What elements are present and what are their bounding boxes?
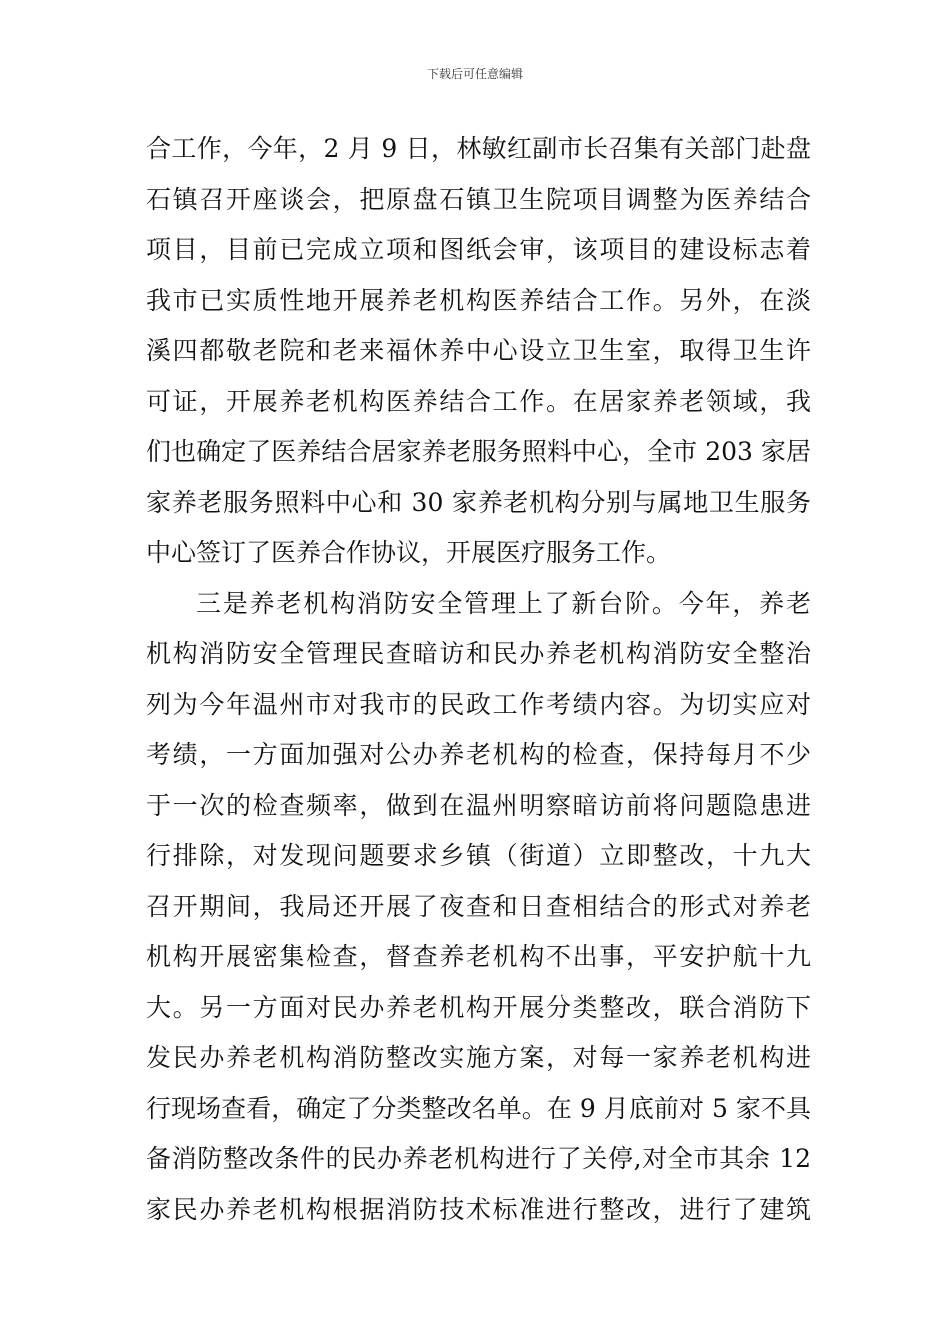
text-line: 项目，目前已完成立项和图纸会审，该项目的建设标志着: [146, 235, 811, 264]
paragraph: [146, 124, 811, 579]
paragraph: [146, 579, 811, 1236]
text-line: 于一次的检查频率，做到在温州明察暗访前将问题隐患进: [146, 790, 811, 820]
text-line: 考绩，一方面加强对公办养老机构的检查，保持每月不少: [146, 740, 811, 769]
text-line: 发民办养老机构消防整改实施方案，对每一家养老机构进: [146, 1043, 811, 1072]
text-line: 机构消防安全管理民查暗访和民办养老机构消防安全整治: [146, 639, 811, 668]
text-line: 溪四都敬老院和老来福休养中心设立卫生室，取得卫生许: [146, 336, 811, 365]
text-line: 们也确定了医养结合居家养老服务照料中心，全市 203 家居: [146, 437, 811, 466]
text-line: 召开期间，我局还开展了夜查和日查相结合的形式对养老: [146, 891, 811, 921]
text-line: 备消防整改条件的民办养老机构进行了关停,对全市其余 12: [146, 1144, 811, 1173]
text-line: 可证，开展养老机构医养结合工作。在居家养老领域，我: [146, 386, 811, 416]
page-header: 下载后可任意编辑: [426, 67, 523, 81]
text-line: 列为今年温州市对我市的民政工作考绩内容。为切实应对: [146, 689, 811, 719]
text-line: 石镇召开座谈会，把原盘石镇卫生院项目调整为医养结合: [146, 184, 811, 214]
text-line: 我市已实质性地开展养老机构医养结合工作。另外，在淡: [146, 285, 811, 315]
text-line: 家养老服务照料中心和 30 家养老机构分别与属地卫生服务: [146, 487, 811, 517]
text-line: 行排除，对发现问题要求乡镇（街道）立即整改，十九大: [146, 841, 811, 870]
text-line: 三是养老机构消防安全管理上了新台阶。今年，养老: [196, 588, 811, 618]
text-line: 合工作，今年，2 月 9 日，林敏红副市长召集有关部门赴盘: [146, 134, 811, 163]
document-body: [146, 124, 811, 1235]
text-line: 行现场查看，确定了分类整改名单。在 9 月底前对 5 家不具: [146, 1093, 811, 1123]
text-line: 大。另一方面对民办养老机构开展分类整改，联合消防下: [146, 992, 811, 1022]
text-line: 家民办养老机构根据消防技术标准进行整改，进行了建筑: [146, 1194, 811, 1224]
text-line: 机构开展密集检查，督查养老机构不出事，平安护航十九: [146, 942, 811, 971]
text-line: 中心签订了医养合作协议，开展医疗服务工作。: [146, 538, 672, 567]
